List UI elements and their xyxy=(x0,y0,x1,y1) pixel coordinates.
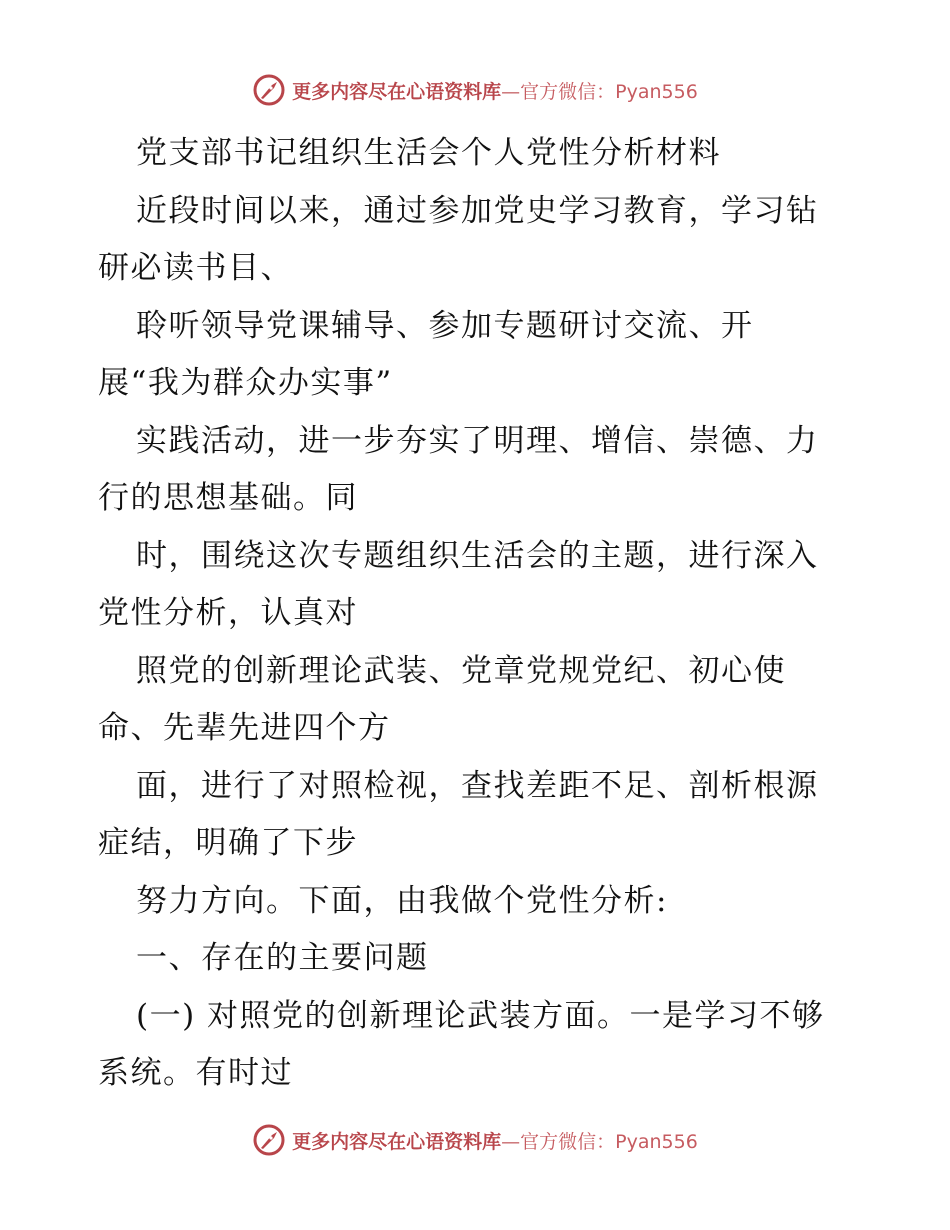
paragraph-line: 行的思想基础。同 xyxy=(98,480,358,516)
banner-text xyxy=(292,1127,698,1154)
section-heading: 一、存在的主要问题 xyxy=(136,940,429,976)
subsection-line: (一) 对照党的创新理论武装方面。一是学习不够 xyxy=(136,997,825,1034)
footer-banner xyxy=(0,1120,950,1160)
banner-main-text: 更多内容尽在心语资料库 xyxy=(292,80,502,103)
paragraph-line: 症结，明确了下步 xyxy=(98,825,358,861)
document-body xyxy=(98,125,868,1103)
pen-nib-circle-icon xyxy=(252,1123,286,1157)
paragraph-line: 系统。有时过 xyxy=(98,1055,293,1091)
document-title: 党支部书记组织生活会个人党性分析材料 xyxy=(136,135,721,171)
paragraph-line: 努力方向。下面，由我做个党性分析: xyxy=(136,882,668,919)
paragraph-line: 近段时间以来，通过参加党史学习教育，学习钻 xyxy=(136,192,819,229)
banner-main-text: 更多内容尽在心语资料库 xyxy=(292,1130,502,1153)
paragraph-line: 研必读书目、 xyxy=(98,250,293,286)
paragraph-line: 聆听领导党课辅导、参加专题研讨交流、开 xyxy=(136,307,754,344)
paragraph-line: 照党的创新理论武装、党章党规党纪、初心使 xyxy=(136,652,786,689)
banner-separator: — xyxy=(501,80,521,103)
paragraph-line: 时，围绕这次专题组织生活会的主题，进行深入 xyxy=(136,537,819,574)
paragraph-line: 实践活动，进一步夯实了明理、增信、崇德、力 xyxy=(136,422,819,459)
banner-separator: — xyxy=(501,1130,521,1153)
paragraph-line: 展“我为群众办实事” xyxy=(98,365,393,401)
banner-wechat-text: 官方微信：Pyan556 xyxy=(520,1130,698,1153)
paragraph-line: 面，进行了对照检视，查找差距不足、剖析根源 xyxy=(136,767,819,804)
banner-wechat-text: 官方微信：Pyan556 xyxy=(520,80,698,103)
paragraph-line: 命、先辈先进四个方 xyxy=(98,710,391,746)
header-banner xyxy=(0,70,950,110)
paragraph-line: 党性分析，认真对 xyxy=(98,595,358,631)
pen-nib-circle-icon xyxy=(252,73,286,107)
banner-text xyxy=(292,77,698,104)
